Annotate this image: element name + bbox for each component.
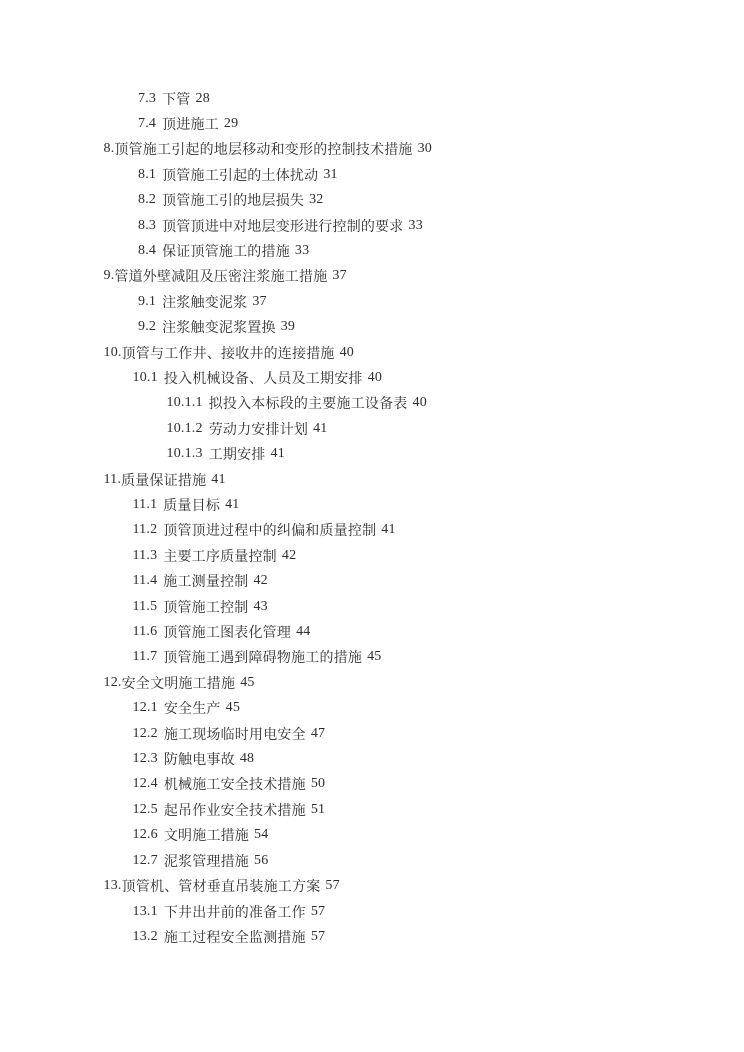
toc-entry-title: 顶进施工 — [162, 117, 219, 133]
toc-entry — [0, 137, 744, 162]
toc-entry-title: 泥浆管理措施 — [163, 854, 250, 870]
toc-entry-page-number: 45 — [367, 649, 382, 665]
toc-entry — [0, 365, 744, 390]
toc-entry — [0, 264, 744, 289]
table-of-contents — [0, 86, 744, 950]
toc-entry-number: 10. — [103, 344, 122, 360]
toc-entry-number: 7.4 — [138, 115, 157, 131]
toc-entry — [0, 391, 744, 416]
toc-entry-number: 12.5 — [132, 801, 158, 817]
toc-entry — [0, 594, 744, 619]
toc-entry-title: 施工测量控制 — [163, 575, 249, 591]
toc-entry-title: 顶管顶进过程中的纠偏和质量控制 — [163, 524, 377, 540]
toc-entry-page-number: 32 — [309, 192, 324, 208]
toc-entry-page-number: 40 — [367, 369, 383, 385]
toc-entry-title: 安全文明施工措施 — [121, 676, 236, 692]
toc-entry-number: 9.2 — [138, 319, 157, 335]
toc-entry-number: 10.1.3 — [166, 446, 203, 462]
toc-entry-number: 9.1 — [138, 293, 157, 309]
toc-entry-number: 11.2 — [132, 522, 158, 538]
toc-entry — [0, 772, 744, 797]
toc-entry-number: 13.2 — [132, 928, 158, 944]
toc-entry-number: 8.3 — [138, 217, 157, 233]
toc-entry — [0, 467, 744, 492]
toc-entry — [0, 619, 744, 644]
toc-entry-page-number: 57 — [325, 878, 340, 894]
toc-entry-title: 质量保证措施 — [121, 473, 207, 489]
toc-entry-number: 8. — [103, 141, 115, 157]
toc-entry-number: 8.4 — [138, 242, 157, 258]
toc-entry-number: 12. — [103, 674, 122, 690]
toc-entry-page-number: 31 — [323, 166, 338, 182]
toc-entry-title: 工期安排 — [208, 448, 266, 464]
toc-entry-page-number: 39 — [280, 319, 296, 335]
toc-entry-number: 11.4 — [132, 573, 158, 589]
toc-entry — [0, 86, 744, 111]
toc-entry-title: 施工现场临时用电安全 — [163, 727, 306, 743]
toc-entry-title: 管道外壁减阻及压密注浆施工措施 — [114, 270, 328, 286]
toc-entry-page-number: 50 — [310, 776, 326, 792]
toc-entry-title: 顶管与工作井、接收井的连接措施 — [121, 346, 335, 362]
toc-entry-page-number: 54 — [254, 827, 269, 843]
toc-entry-page-number: 57 — [310, 928, 326, 944]
toc-entry-number: 10.1 — [132, 369, 158, 385]
toc-entry-page-number: 41 — [270, 446, 285, 462]
toc-entry-number: 12.7 — [132, 852, 158, 868]
toc-entry-number: 12.3 — [132, 751, 158, 767]
toc-entry-page-number: 41 — [225, 497, 240, 512]
toc-entry — [0, 416, 744, 441]
toc-entry — [0, 492, 744, 517]
toc-entry-number: 13.1 — [132, 903, 158, 919]
toc-entry-title: 安全生产 — [163, 702, 221, 718]
toc-entry-page-number: 40 — [412, 395, 427, 411]
toc-entry-title: 保证顶管施工的措施 — [162, 244, 290, 260]
toc-entry-title: 注浆触变泥浆 — [162, 295, 248, 311]
toc-entry — [0, 289, 744, 314]
toc-entry-page-number: 42 — [253, 573, 268, 589]
toc-entry-title: 顶管施工遇到障碍物施工的措施 — [163, 651, 363, 667]
toc-entry — [0, 340, 744, 365]
toc-entry-page-number: 33 — [294, 242, 310, 258]
toc-entry-title: 施工过程安全监测措施 — [163, 930, 306, 946]
toc-entry — [0, 899, 744, 924]
toc-entry-number: 12.2 — [132, 725, 158, 741]
toc-entry-page-number: 51 — [310, 801, 326, 817]
toc-entry — [0, 238, 744, 263]
toc-entry — [0, 518, 744, 543]
toc-entry-number: 8.2 — [138, 192, 157, 208]
toc-entry-page-number: 57 — [310, 903, 326, 919]
toc-entry-title: 拟投入本标段的主要施工设备表 — [208, 397, 408, 413]
toc-entry-title: 下管 — [162, 92, 191, 108]
toc-entry-page-number: 41 — [381, 522, 396, 538]
toc-entry-title: 顶管机、管材垂直吊装施工方案 — [121, 880, 321, 896]
toc-entry — [0, 848, 744, 873]
toc-entry-title: 机械施工安全技术措施 — [163, 778, 306, 794]
toc-entry-title: 主要工序质量控制 — [163, 549, 277, 565]
toc-entry — [0, 670, 744, 695]
toc-entry — [0, 924, 744, 949]
toc-entry-page-number: 56 — [254, 852, 269, 868]
toc-entry-page-number: 41 — [313, 420, 328, 436]
toc-entry-number: 11.6 — [132, 624, 158, 640]
toc-entry-title: 顶管施工控制 — [163, 600, 249, 616]
toc-entry-number: 11.7 — [132, 649, 158, 665]
toc-entry — [0, 823, 744, 848]
toc-entry-page-number: 47 — [310, 725, 326, 741]
toc-entry — [0, 569, 744, 594]
toc-entry-number: 9. — [103, 268, 115, 284]
toc-entry-title: 顶管施工图表化管理 — [163, 626, 292, 642]
toc-entry — [0, 187, 744, 212]
toc-entry-title: 注浆触变泥浆置换 — [162, 321, 276, 337]
toc-entry-title: 起吊作业安全技术措施 — [163, 803, 306, 819]
toc-entry-number: 12.4 — [132, 776, 158, 792]
toc-entry — [0, 441, 744, 466]
toc-entry — [0, 797, 744, 822]
toc-entry-page-number: 45 — [225, 700, 241, 716]
toc-entry-number: 12.6 — [132, 827, 158, 843]
toc-entry-number: 8.1 — [138, 166, 157, 182]
toc-entry-title: 质量目标 — [163, 499, 221, 514]
toc-entry-page-number: 29 — [223, 115, 239, 131]
toc-entry-page-number: 42 — [281, 547, 297, 563]
toc-entry-title: 下井出井前的准备工作 — [163, 905, 306, 921]
toc-entry — [0, 111, 744, 136]
toc-entry-number: 7.3 — [138, 90, 157, 106]
toc-entry-number: 11.1 — [132, 497, 158, 512]
toc-entry-page-number: 40 — [339, 344, 355, 360]
toc-entry — [0, 746, 744, 771]
toc-entry-title: 顶管顶进中对地层变形进行控制的要求 — [162, 219, 404, 235]
toc-entry-page-number: 41 — [211, 471, 226, 487]
toc-entry-title: 劳动力安排计划 — [208, 422, 309, 438]
toc-entry — [0, 543, 744, 568]
toc-entry — [0, 162, 744, 187]
toc-entry-page-number: 43 — [253, 598, 268, 614]
toc-entry — [0, 213, 744, 238]
toc-entry-page-number: 48 — [239, 751, 255, 767]
toc-entry-title: 文明施工措施 — [163, 829, 250, 845]
toc-entry-title: 投入机械设备、人员及工期安排 — [163, 371, 363, 387]
toc-entry — [0, 314, 744, 339]
toc-entry-page-number: 45 — [240, 674, 255, 690]
toc-entry-number: 11. — [103, 471, 122, 487]
toc-entry-page-number: 28 — [195, 90, 210, 106]
toc-entry — [0, 873, 744, 898]
toc-entry-number: 13. — [103, 878, 122, 894]
toc-entry-page-number: 30 — [417, 141, 433, 157]
toc-entry-number: 12.1 — [132, 700, 158, 716]
toc-entry-page-number: 37 — [252, 293, 267, 309]
toc-entry — [0, 645, 744, 670]
toc-entry-number: 10.1.2 — [166, 420, 203, 436]
toc-entry-page-number: 44 — [296, 624, 311, 640]
toc-entry — [0, 696, 744, 721]
toc-entry-number: 11.5 — [132, 598, 158, 614]
toc-entry — [0, 721, 744, 746]
toc-entry-page-number: 37 — [332, 268, 347, 284]
toc-entry-number: 11.3 — [132, 547, 158, 563]
toc-entry-number: 10.1.1 — [166, 395, 203, 411]
toc-entry-title: 顶管施工引起的土体扰动 — [162, 168, 319, 184]
toc-entry-title: 顶管施工引起的地层移动和变形的控制技术措施 — [114, 143, 413, 159]
toc-entry-page-number: 33 — [408, 217, 423, 233]
toc-entry-title: 防触电事故 — [163, 753, 235, 769]
toc-entry-title: 顶管施工引的地层损失 — [162, 194, 305, 210]
